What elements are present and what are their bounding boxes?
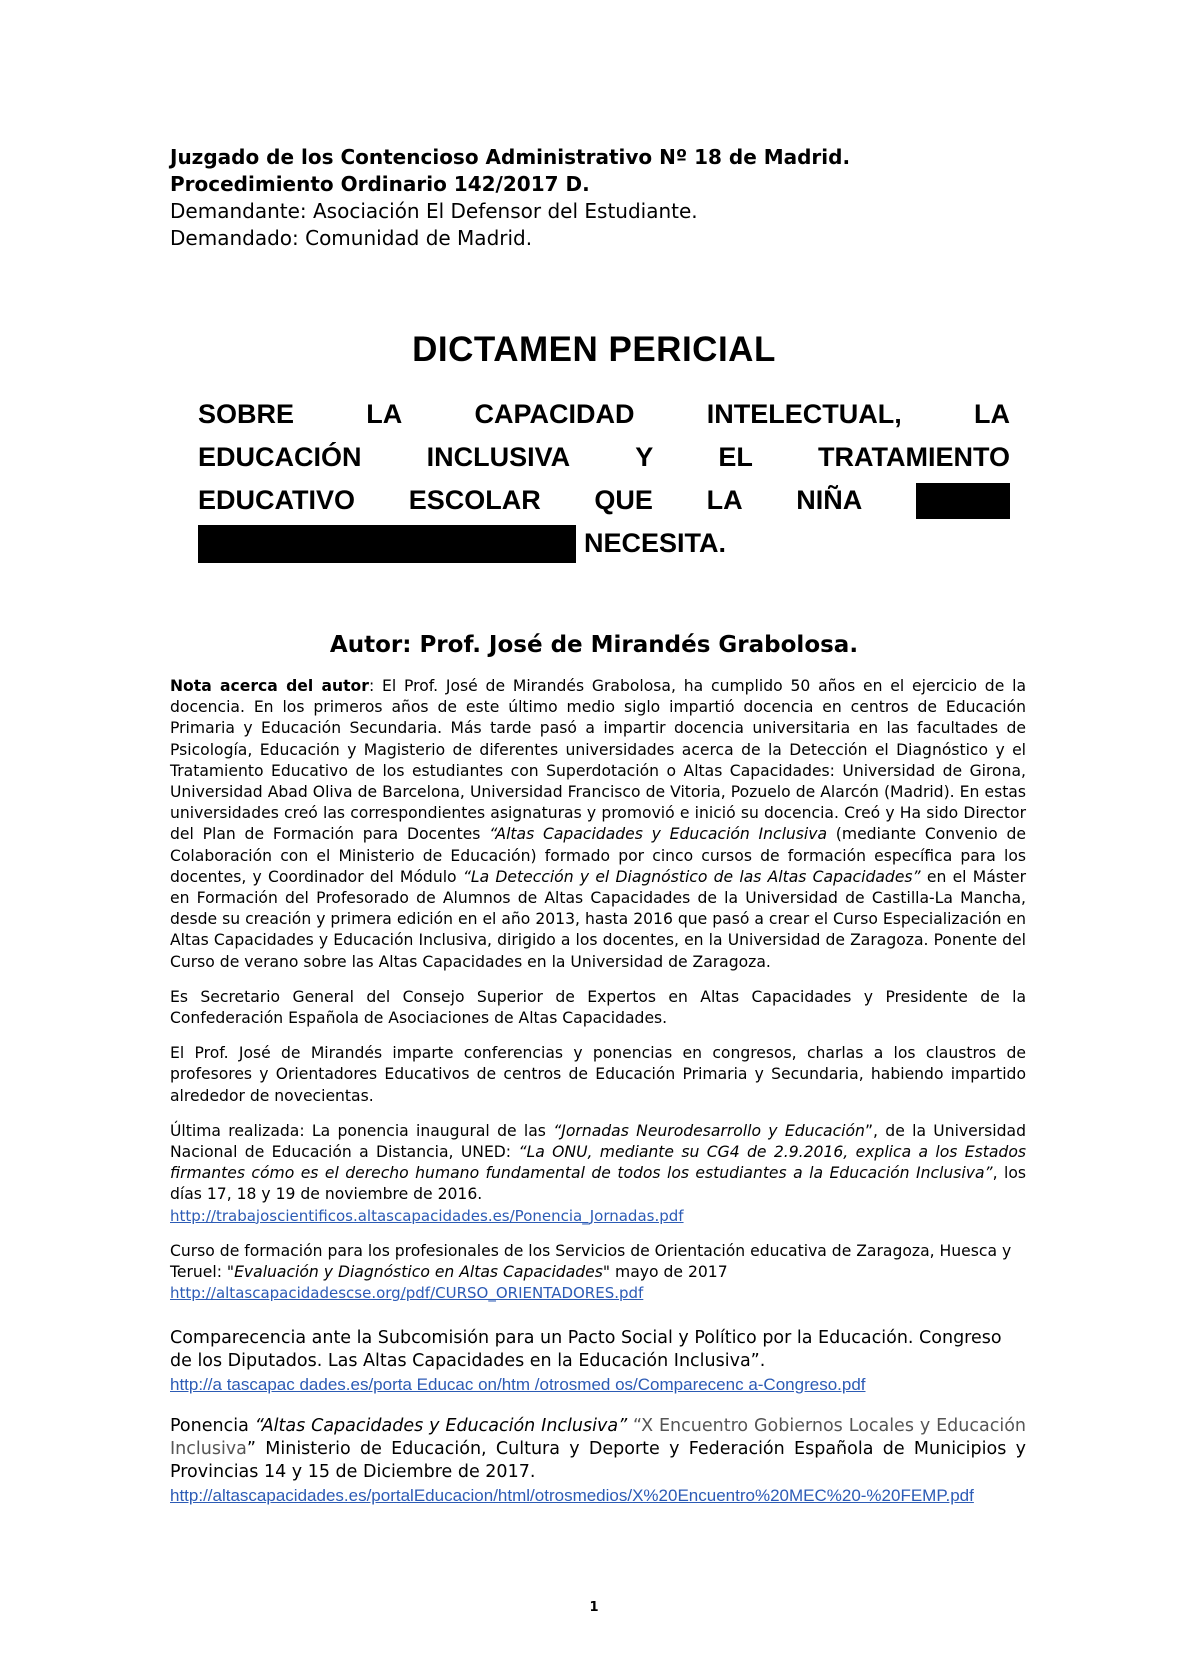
note-text: (mediante Convenio de Colaboración con el Ministerio de Educación) formado por cinco cursos de formación específica para los docentes, y Coordinador del Módulo (170, 825, 1026, 886)
note-italic: “La Detección y el Diagnóstico de las Altas Capacidades” (462, 867, 921, 886)
subtitle-word: EDUCACIÓN (198, 442, 362, 472)
subtitle-word: LA (366, 399, 403, 429)
encuentro-link[interactable]: http://altascapacidades.es/portalEducacion/html/otrosmedios/X%20Encuentro%20MEC%20-%20FEMP.pdf (170, 1486, 974, 1505)
congreso-link[interactable]: http://a tascapac dades.es/porta Educac on/htm /otrosmed os/Comparecenc a-Congreso.pdf (170, 1375, 866, 1394)
subtitle-word: INCLUSIVA (426, 442, 571, 472)
para-italic: “Jornadas Neurodesarrollo y Educación (553, 1121, 865, 1140)
court-line: Juzgado de los Contencioso Administrativo Nº 18 de Madrid. (170, 145, 851, 169)
para-text: mayo de 2017 (610, 1263, 728, 1282)
page-number: 1 (589, 1600, 599, 1615)
subtitle-line-3 (198, 479, 1010, 522)
plaintiff-line: Demandante: Asociación El Defensor del Estudiante. (170, 199, 698, 223)
subtitle-word: TRATAMIENTO (818, 442, 1010, 472)
defendant-line: Demandado: Comunidad de Madrid. (170, 226, 533, 250)
conferences-paragraph: El Prof. José de Mirandés imparte conferencias y ponencias en congresos, charlas a los claustros de profesores y Orientadores Educativos de centros de Educación Primaria y Secundaria, habiendo impartido alrededor de novecientas. (170, 1044, 1026, 1105)
course-paragraph (170, 1241, 1026, 1305)
para-text: Curso de formación para los profesionales de los Servicios de Orientación educativa de Zaragoza, Huesca y Teruel: (170, 1241, 1012, 1282)
procedure-line: Procedimiento Ordinario 142/2017 D. (170, 172, 590, 196)
subtitle-word: LA (706, 485, 743, 515)
para-text: Comparecencia ante la Subcomisión para un Pacto Social y Político por la Educación. Congreso de los Diputados. Las Altas Capacidades en la Educación Inclusiva”. (170, 1328, 1002, 1371)
para-italic: “La ONU, mediante su CG4 de 2.9.2016, explica a los Estados firmantes cómo es el derecho humano fundamental de todos los estudiantes a la Educación Inclusiva” (170, 1143, 1026, 1183)
congress-paragraph (170, 1327, 1026, 1397)
subtitle-word: EL (718, 442, 753, 472)
subtitle-word: NECESITA. (584, 528, 727, 558)
para-text: Ponencia (170, 1416, 255, 1436)
document-title: DICTAMEN PERICIAL (412, 330, 776, 369)
subtitle-word: INTELECTUAL, (706, 399, 902, 429)
subtitle-line-1 (198, 393, 1010, 436)
author-note-paragraph (170, 676, 1026, 973)
author-line: Autor: Prof. José de Mirandés Grabolosa. (329, 632, 859, 658)
subtitle-word: Y (635, 442, 654, 472)
subtitle-word: QUE (594, 485, 653, 515)
encuentro-paragraph (170, 1415, 1026, 1508)
note-label: Nota acerca del autor (170, 677, 369, 695)
note-text: : El Prof. José de Mirandés Grabolosa, ha cumplido 50 años en el ejercicio de la docencia. En los primeros años de este último medio siglo impartió docencia en centros de Educación Primaria y Educación Secundaria. Más tarde pasó a impartir docencia universitaria en las facultades de Psicología, Educación y Magisterio de diferentes universidades acerca de la Detección el Diagnóstico y el Tratamiento Educativo de los estudiantes con Superdotación o Altas Capacidades: Universidad de Girona, Universidad Abad Oliva de Barcelona, Universidad Francisco de Vitoria, Pozuelo de Alarcón (Madrid). En estas universidades creó las correspondientes asignaturas y promovió e inició su docencia. Creó y Ha sido Director del Plan de Formación para Docentes (170, 677, 1026, 844)
para-text: ” Ministerio de Educación, Cultura y Deporte y Federación Española de Municipios y Provincias 14 y 15 de Diciembre de 2017. (170, 1439, 1026, 1482)
document-subtitle (198, 393, 1010, 565)
subtitle-word: ESCOLAR (408, 485, 541, 515)
orientadores-link[interactable]: http://altascapacidadescse.org/pdf/CURSO_ORIENTADORES.pdf (170, 1284, 644, 1303)
case-header (170, 144, 1050, 252)
subtitle-word: SOBRE (198, 399, 295, 429)
para-text: Última realizada: La ponencia inaugural de las (170, 1121, 554, 1140)
para-text: , los días 17, 18 y 19 de noviembre de 2016. (170, 1164, 1026, 1204)
redaction-box (916, 483, 1010, 519)
subtitle-word: LA (973, 399, 1010, 429)
subtitle-word: EDUCATIVO (198, 485, 356, 515)
document-body-continued (170, 1327, 1026, 1526)
para-italic: "Evaluación y Diagnóstico en Altas Capacidades" (226, 1263, 611, 1282)
para-italic: “Altas Capacidades y Educación Inclusiva” (254, 1416, 628, 1436)
note-italic: “Altas Capacidades y Educación Inclusiva (489, 825, 828, 844)
para-text: ”, de la Universidad Nacional de Educación a Distancia, UNED: (170, 1121, 1026, 1162)
subtitle-word: NIÑA (796, 485, 863, 515)
last-talk-paragraph (170, 1121, 1026, 1227)
subtitle-line-4 (198, 522, 1010, 565)
para-text-gray: “X Encuentro Gobiernos Locales y Educación Inclusiva (170, 1416, 1026, 1459)
document-body (170, 676, 1026, 1318)
subtitle-word: CAPACIDAD (474, 399, 635, 429)
subtitle-line-2 (198, 436, 1010, 479)
note-text: en el Máster en Formación del Profesorado de Alumnos de Altas Capacidades de la Universidad de Castilla-La Mancha, desde su creación y primera edición en el año 2013, hasta 2016 que pasó a crear el Curso Especialización en Altas Capacidades y Educación Inclusiva, dirigido a los docentes, en la Universidad de Zaragoza. Ponente del Curso de verano sobre las Altas Capacidades en la Universidad de Zaragoza. (170, 867, 1027, 971)
jornadas-link[interactable]: http://trabajoscientificos.altascapacidades.es/Ponencia_Jornadas.pdf (170, 1206, 684, 1225)
redaction-box (198, 525, 576, 563)
secretary-paragraph: Es Secretario General del Consejo Superior de Expertos en Altas Capacidades y Presidente de la Confederación Española de Asociaciones de Altas Capacidades. (170, 987, 1026, 1028)
